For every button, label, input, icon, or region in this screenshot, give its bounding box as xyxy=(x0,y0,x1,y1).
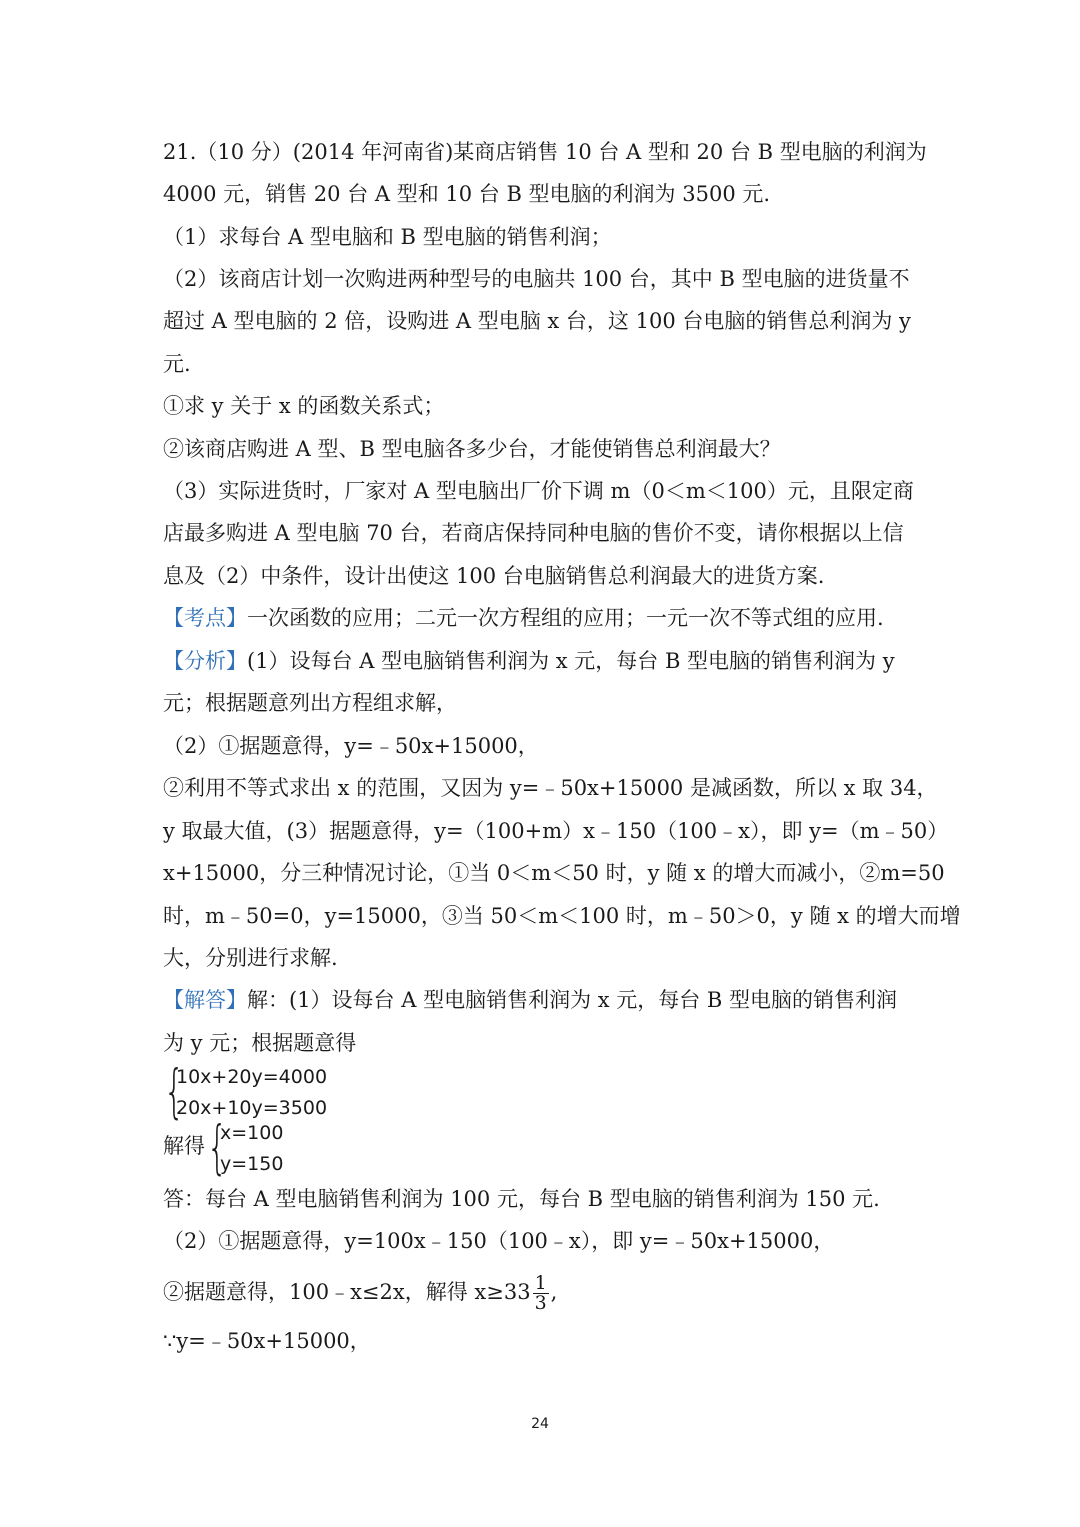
question-2-line-1: （2）该商店计划一次购进两种型号的电脑共 100 台，其中 B 型电脑的进货量不 xyxy=(163,267,910,291)
fenxi-line-4: ②利用不等式求出 x 的范围，又因为 y=﹣50x+15000 是减函数，所以 x 取 34， xyxy=(163,776,938,800)
fenxi-text-1: (1）设每台 A 型电脑销售利润为 x 元，每台 B 型电脑的销售利润为 y xyxy=(247,649,895,673)
jieda-line-2: 为 y 元；根据题意得 xyxy=(163,1031,357,1055)
kaodian-line xyxy=(163,603,923,633)
equation-brace: { xyxy=(164,1057,185,1125)
fenxi-line-3: （2）①据题意得，y=﹣50x+15000， xyxy=(163,734,539,758)
problem-line-2: 4000 元，销售 20 台 A 型和 10 台 B 型电脑的利润为 3500 元. xyxy=(163,182,771,206)
fraction-denominator: 3 xyxy=(534,1292,547,1314)
fenxi-line-5: y 取最大值，(3）据题意得，y=（100+m）x﹣150（100﹣x），即 y=（m﹣50） xyxy=(163,819,949,843)
jieda-line-1 xyxy=(163,985,923,1015)
part-2-line-2-end: , xyxy=(550,1280,558,1304)
jieda-text-1: 解：(1）设每台 A 型电脑销售利润为 x 元，每台 B 型电脑的销售利润 xyxy=(247,988,898,1012)
kaodian-tag: 【考点】 xyxy=(163,606,247,630)
fenxi-line-2: 元；根据题意列出方程组求解， xyxy=(163,691,457,715)
question-2-line-2: 超过 A 型电脑的 2 倍，设购进 A 型电脑 x 台，这 100 台电脑的销售总利润为 y xyxy=(163,309,911,333)
fenxi-line-1 xyxy=(163,646,923,676)
fenxi-line-8: 大，分别进行求解. xyxy=(163,946,338,970)
fraction-one-third xyxy=(533,1274,549,1313)
part-2-line-1: （2）①据题意得，y=100x﹣150（100﹣x），即 y=﹣50x+15000， xyxy=(163,1229,835,1253)
fenxi-line-7: 时，m﹣50=0，y=15000，③当 50＜m＜100 时，m﹣50＞0，y 随 x 的增大而增 xyxy=(163,904,961,928)
answer-1: 答：每台 A 型电脑销售利润为 100 元，每台 B 型电脑的销售利润为 150 元. xyxy=(163,1187,880,1211)
question-3-line-3: 息及（2）中条件，设计出使这 100 台电脑销售总利润最大的进货方案. xyxy=(163,564,825,588)
solution-y: y=150 xyxy=(220,1153,284,1175)
part-2-line-2 xyxy=(163,1274,923,1313)
problem-line-1: 21.（10 分）(2014 年河南省)某商店销售 10 台 A 型和 20 台 B 型电脑的利润为 xyxy=(163,140,927,164)
equation-2: 20x+10y=3500 xyxy=(176,1097,328,1119)
kaodian-text: 一次函数的应用；二元一次方程组的应用；一元一次不等式组的应用. xyxy=(247,606,884,630)
question-3-line-2: 店最多购进 A 型电脑 70 台，若商店保持同种电脑的售价不变，请你根据以上信 xyxy=(163,521,904,545)
fenxi-tag: 【分析】 xyxy=(163,649,247,673)
question-2-part-b: ②该商店购进 A 型、B 型电脑各多少台，才能使销售总利润最大？ xyxy=(163,437,781,461)
question-3-line-1: （3）实际进货时，厂家对 A 型电脑出厂价下调 m（0＜m＜100）元，且限定商 xyxy=(163,479,914,503)
question-1: （1）求每台 A 型电脑和 B 型电脑的销售利润； xyxy=(163,225,612,249)
solution-brace: { xyxy=(207,1113,228,1181)
part-2-line-3: ∵y=﹣50x+15000， xyxy=(163,1329,371,1353)
fraction-numerator: 1 xyxy=(534,1272,547,1294)
solution-x: x=100 xyxy=(220,1122,284,1144)
question-2-line-3: 元. xyxy=(163,352,191,376)
equation-1: 10x+20y=4000 xyxy=(176,1066,328,1088)
solve-label: 解得 xyxy=(163,1134,205,1158)
part-2-line-2-text: ②据题意得，100﹣x≤2x，解得 x≥33 xyxy=(163,1280,531,1304)
jieda-tag: 【解答】 xyxy=(163,988,247,1012)
fenxi-line-6: x+15000，分三种情况讨论，①当 0＜m＜50 时，y 随 x 的增大而减小，②m=50 xyxy=(163,861,945,885)
question-2-part-a: ①求 y 关于 x 的函数关系式； xyxy=(163,394,445,418)
page-number: 24 xyxy=(531,1416,549,1432)
